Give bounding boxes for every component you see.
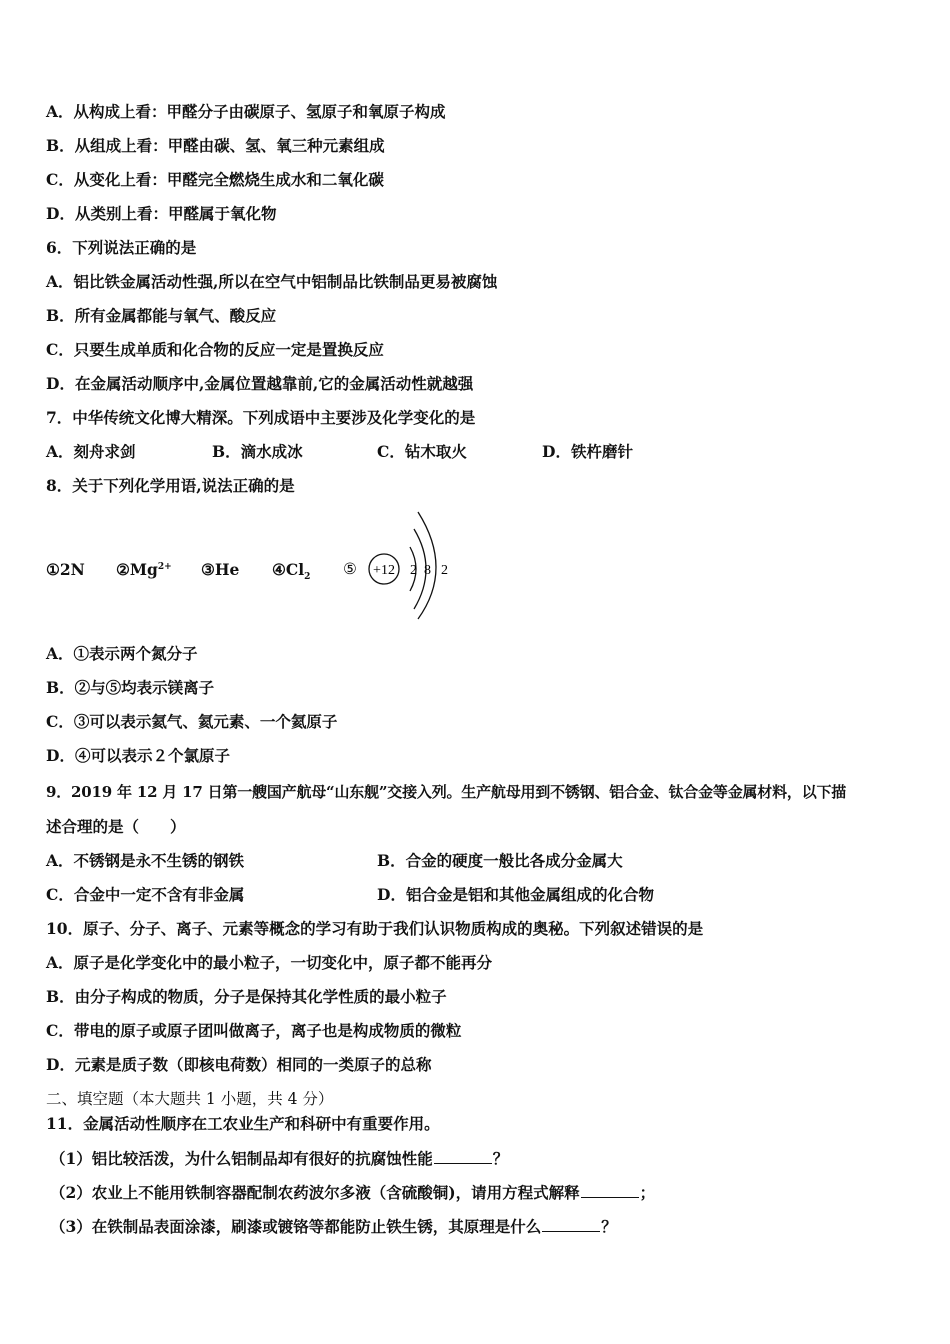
- q11-sub3-answer-blank[interactable]: [542, 1216, 600, 1232]
- q11-sub2-text: （2）农业上不能用铁制容器配制农药波尔多液（含硫酸铜)，请用方程式解释: [50, 1183, 580, 1202]
- q8-option-a: A．①表示两个氮分子: [46, 644, 198, 663]
- symbol-cl-subscript: 2: [304, 572, 311, 583]
- q9-options-row2: [46, 885, 906, 905]
- q11-sub3-text: （3）在铁制品表面涂漆，刷漆或镀铬等都能防止铁生锈，其原理是什么: [50, 1217, 542, 1236]
- q11-sub1-answer-blank[interactable]: [434, 1148, 492, 1164]
- symbol-he: ③He: [201, 560, 240, 579]
- q6-option-c: C．只要生成单质和化合物的反应一定是置换反应: [46, 340, 384, 359]
- q9-stem-line2: 述合理的是（ ）: [46, 817, 186, 836]
- q11-sub2-answer-blank[interactable]: [581, 1182, 639, 1198]
- q7-stem: 7．中华传统文化博大精深。下列成语中主要涉及化学变化的是: [46, 408, 476, 427]
- q5-option-a: A．从构成上看：甲醛分子由碳原子、氢原子和氧原子构成: [46, 102, 446, 121]
- q11-sub2-end: ；: [639, 1183, 656, 1202]
- q5-option-b: B．从组成上看：甲醛由碳、氢、氧三种元素组成: [46, 136, 385, 155]
- q10-option-c: C．带电的原子或原子团叫做离子，离子也是构成物质的微粒: [46, 1021, 462, 1040]
- q11-sub1-text: （1）铝比较活泼，为什么铝制品却有很好的抗腐蚀性能: [50, 1149, 433, 1168]
- electron-count-shell-3: 2: [441, 563, 448, 578]
- q10-option-b: B．由分子构成的物质，分子是保持其化学性质的最小粒子: [46, 987, 447, 1006]
- q9-option-c: C．合金中一定不含有非金属: [46, 885, 245, 904]
- q11-sub3-end: ？: [601, 1217, 617, 1236]
- q8-option-d: D．④可以表示２个氯原子: [46, 746, 230, 765]
- symbol-mg-ion: [116, 560, 172, 579]
- q5-option-c: C．从变化上看：甲醛完全燃烧生成水和二氧化碳: [46, 170, 384, 189]
- nucleus-charge: +12: [373, 563, 395, 578]
- q9-stem-line1: 9．2019 年 12 月 17 日第一艘国产航母“山东舰”交接入列。生产航母用到不锈钢、铝合金、钛合金等金属材料，以下描: [46, 783, 847, 801]
- symbol-5-label: ⑤: [343, 560, 357, 578]
- q7-option-d: D．铁杵磨针: [542, 442, 633, 461]
- q6-stem: 6．下列说法正确的是: [46, 238, 197, 257]
- q8-stem: 8．关于下列化学用语,说法正确的是: [46, 476, 295, 495]
- q7-options-row: [46, 442, 906, 462]
- electron-count-shell-1: 2: [410, 563, 417, 578]
- symbol-cl-text: ④Cl: [272, 560, 305, 579]
- q6-option-b: B．所有金属都能与氧气、酸反应: [46, 306, 277, 325]
- q7-option-c: C．钻木取火: [377, 442, 467, 461]
- symbol-2n: ①2N: [46, 560, 85, 579]
- q5-option-d: D．从类别上看：甲醛属于氧化物: [46, 204, 277, 223]
- q9-options-row1: [46, 851, 906, 871]
- atom-structure-diagram: [340, 507, 460, 622]
- q10-option-d: D．元素是质子数（即核电荷数）相同的一类原子的总称: [46, 1055, 432, 1074]
- q8-option-c: C．③可以表示氦气、氦元素、一个氦原子: [46, 712, 338, 731]
- symbol-mg-charge: 2+: [157, 561, 172, 572]
- q8-option-b: B．②与⑤均表示镁离子: [46, 678, 215, 697]
- symbol-mg-text: ②Mg: [116, 560, 158, 579]
- q9-option-d: D．铝合金是铝和其他金属组成的化合物: [377, 885, 654, 904]
- q10-option-a: A．原子是化学变化中的最小粒子，一切变化中，原子都不能再分: [46, 953, 493, 972]
- q7-option-b: B．滴水成冰: [212, 442, 303, 461]
- q7-option-a: A．刻舟求剑: [46, 442, 136, 461]
- q10-stem: 10．原子、分子、离子、元素等概念的学习有助于我们认识物质构成的奥秘。下列叙述错误的是: [46, 919, 704, 938]
- q11-sub2: [50, 1182, 655, 1203]
- q9-option-b: B．合金的硬度一般比各成分金属大: [377, 851, 623, 870]
- electron-count-shell-2: 8: [424, 563, 431, 578]
- q9-option-a: A．不锈钢是永不生锈的钢铁: [46, 851, 245, 870]
- symbol-cl2: [272, 560, 310, 582]
- q11-sub1-end: ？: [492, 1149, 509, 1168]
- q6-option-a: A．铝比铁金属活动性强,所以在空气中铝制品比铁制品更易被腐蚀: [46, 272, 498, 291]
- q11-sub3: [50, 1216, 617, 1237]
- q11-sub1: [50, 1148, 508, 1169]
- section-2-heading: 二、填空题（本大题共 1 小题，共 4 分）: [46, 1090, 334, 1108]
- q6-option-d: D．在金属活动顺序中,金属位置越靠前,它的金属活动性就越强: [46, 374, 474, 393]
- q11-stem: 11．金属活动性顺序在工农业生产和科研中有重要作用。: [46, 1114, 440, 1133]
